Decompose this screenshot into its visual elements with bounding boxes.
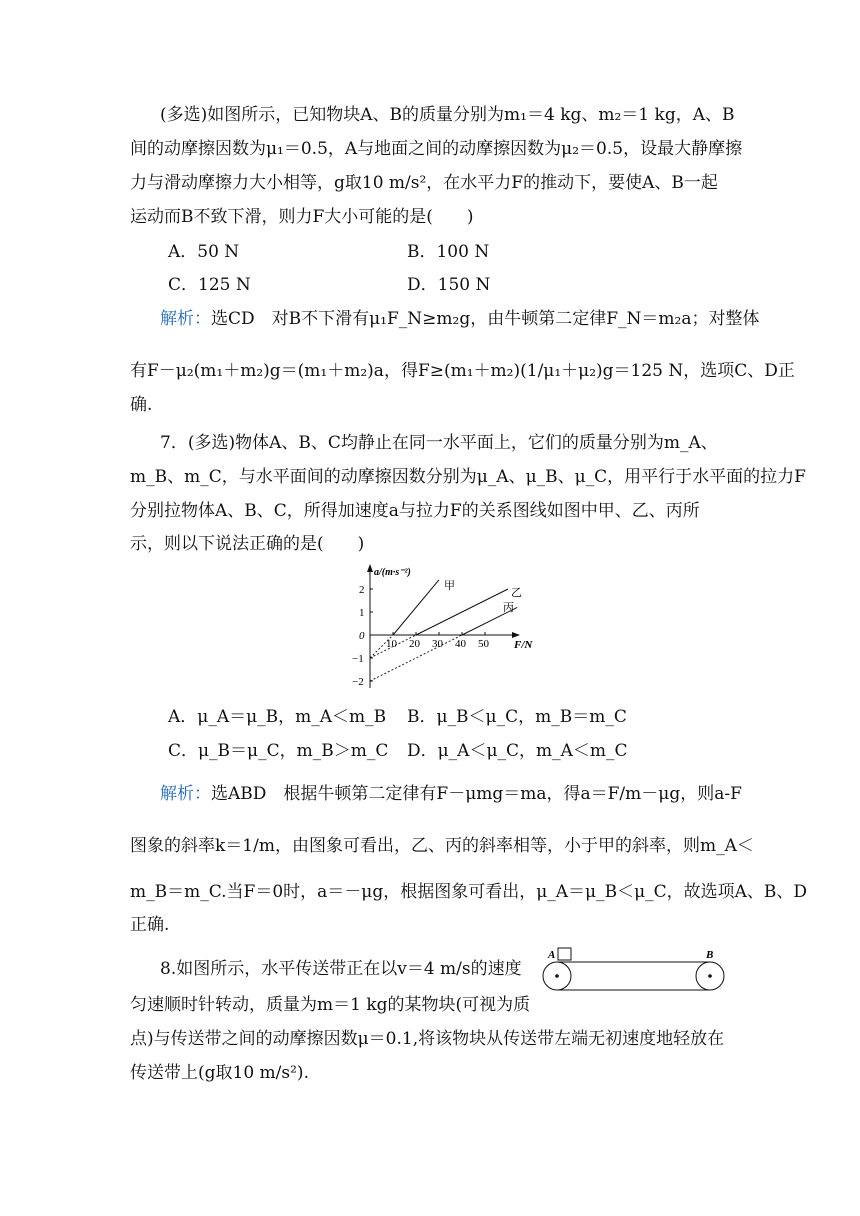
label-a: A — [548, 949, 556, 961]
q7-line-2: m_B、m_C，与水平面间的动摩擦因数分别为μ_A、μ_B、μ_C，用平行于水平面的拉力F — [130, 467, 806, 487]
q8-line-3: 点)与传送带之间的动摩擦因数μ＝0.1,将该物块从传送带左端无初速度地轻放在 — [130, 1029, 725, 1049]
q6-line-3: 力与滑动摩擦力大小相等，g取10 m/s²，在水平力F的推动下，要使A、B一起 — [130, 173, 718, 193]
y-tick-label: −1 — [352, 653, 364, 665]
series-label-0: 甲 — [444, 580, 455, 592]
a-f-chart — [338, 560, 550, 695]
y-tick-label: 1 — [359, 607, 365, 619]
q6-line-1: (多选)如图所示，已知物块A、B的质量分别为m₁＝4 kg、m₂＝1 kg，A、B — [160, 105, 735, 125]
q7-line-4: 示，则以下说法正确的是( ) — [130, 534, 365, 554]
q8-line-1: 8.如图所示，水平传送带正在以v＝4 m/s的速度 — [160, 959, 522, 979]
q6-line-4: 运动而B不致下滑，则力F大小可能的是( ) — [130, 207, 474, 227]
chart-labels — [352, 567, 533, 688]
q7-line-1: 7．(多选)物体A、B、C均静止在同一水平面上，它们的质量分别为m_A、 — [160, 433, 718, 453]
q6-option-d[interactable]: D．150 N — [407, 275, 491, 295]
y-tick-label: 0 — [359, 630, 365, 642]
label-b: B — [706, 949, 714, 961]
q6-analysis-line-1: 解析：选CD 对B不下滑有μ₁F_N≥m₂g，由牛顿第二定律F_N＝m₂a；对整体 — [160, 309, 760, 329]
right-pulley-axle — [708, 974, 712, 978]
x-axis-label: F/N — [514, 639, 533, 651]
chart-series — [370, 580, 517, 681]
x-tick-label: 30 — [432, 638, 443, 650]
q7-option-a[interactable]: A．μ_A＝μ_B，m_A＜m_B — [168, 707, 387, 727]
analysis-label: 解析： — [160, 309, 211, 329]
q8-line-2: 匀速顺时针转动，质量为m＝1 kg的某物块(可视为质 — [130, 995, 531, 1015]
series-line-1 — [416, 589, 508, 635]
left-pulley-axle — [555, 974, 559, 978]
q8-line-4: 传送带上(g取10 m/s²). — [130, 1063, 309, 1083]
q7-line-3: 分别拉物体A、B、C，所得加速度a与拉力F的关系图线如图中甲、乙、丙所 — [130, 501, 700, 521]
y-axis-label: a/(m·s⁻²) — [374, 567, 411, 578]
q7-option-b[interactable]: B．μ_B＜μ_C，m_B＝m_C — [407, 707, 627, 727]
q6-option-a[interactable]: A．50 N — [168, 242, 240, 262]
q6-option-b[interactable]: B．100 N — [407, 242, 490, 262]
block — [558, 948, 571, 960]
q7-option-c[interactable]: C．μ_B＝μ_C，m_B＞m_C — [168, 741, 389, 761]
x-tick-label: 20 — [409, 638, 420, 650]
analysis-label: 解析： — [160, 784, 211, 804]
x-tick-label: 40 — [455, 638, 466, 650]
q7-analysis-line-3: m_B＝m_C.当F＝0时，a＝－μg，根据图象可看出，μ_A＝μ_B＜μ_C，故选项A、B、D — [130, 882, 808, 902]
y-tick-label: −2 — [352, 676, 364, 688]
q6-option-c[interactable]: C．125 N — [168, 275, 251, 295]
q6-analysis-line-3: 确. — [130, 395, 153, 415]
q6-line-2: 间的动摩擦因数为μ₁＝0.5，A与地面之间的动摩擦因数为μ₂＝0.5，设最大静摩擦 — [130, 139, 743, 159]
q7-analysis-line-1: 解析：选ABD 根据牛顿第二定律有F－μmg＝ma，得a＝F/m－μg，则a-F — [160, 784, 742, 804]
conveyor-belt-diagram — [540, 945, 732, 997]
x-axis-arrow — [512, 632, 520, 638]
y-tick-label: 2 — [359, 584, 365, 596]
y-axis-arrow — [367, 564, 373, 572]
x-tick-label: 50 — [478, 638, 489, 650]
q7-analysis-line-4: 正确. — [130, 915, 170, 935]
q7-option-d[interactable]: D．μ_A＜μ_C，m_A＜m_C — [407, 741, 628, 761]
q6-analysis-line-2: 有F－μ₂(m₁＋m₂)g＝(m₁＋m₂)a，得F≥(m₁＋m₂)(1/μ₁＋μ₂)g＝125 N，选项C、D正 — [130, 361, 795, 381]
series-label-1: 乙 — [511, 587, 522, 599]
x-tick-label: 10 — [386, 638, 397, 650]
series-label-2: 丙 — [503, 602, 514, 614]
q7-analysis-line-2: 图象的斜率k＝1/m，由图象可看出，乙、丙的斜率相等，小于甲的斜率，则m_A＜ — [130, 836, 754, 856]
